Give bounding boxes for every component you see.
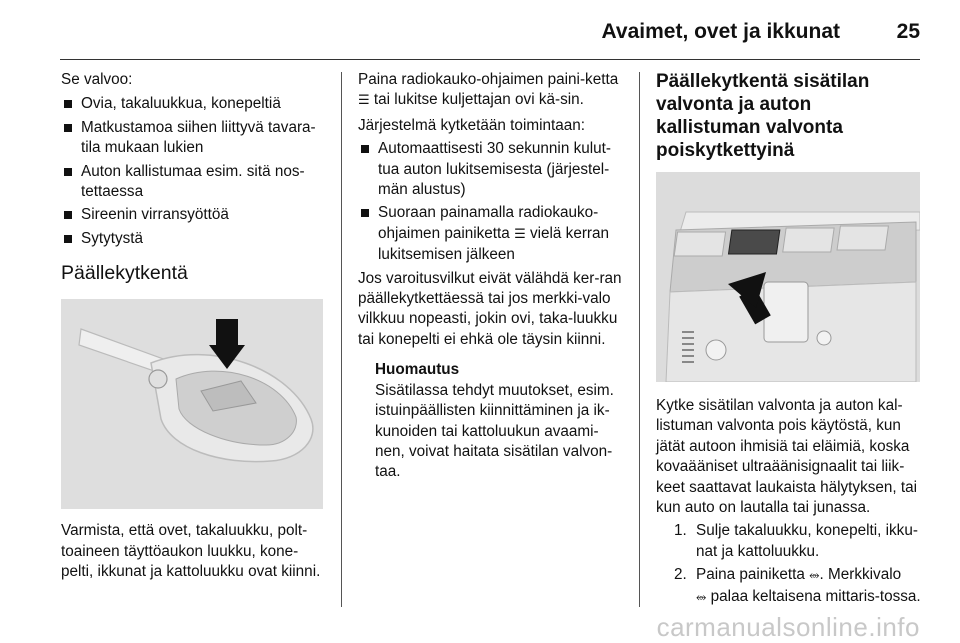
list-item: 1. Sulje takaluukku, konepelti, ikku-nat ja kattoluukku. xyxy=(674,522,918,560)
lock-button-icon: ☰ xyxy=(514,226,526,242)
note-box xyxy=(358,360,626,482)
column-2 xyxy=(358,70,626,483)
list-item: Ovia, takaluukkua, konepeltiä xyxy=(61,94,327,114)
bullet-square-icon xyxy=(361,209,369,217)
watermark: carmanualsonline.info xyxy=(656,612,920,642)
page-title: Avaimet, ovet ja ikkunat xyxy=(601,20,840,43)
column-divider-2 xyxy=(639,72,640,607)
list-item: Automaattisesti 30 sekunnin kulut-tua auton lukitsemisesta (järjestel-män alustus) xyxy=(358,139,626,200)
key-fob-illustration xyxy=(61,299,323,509)
interior-monitoring-indicator-icon: ⥈ xyxy=(696,589,707,605)
lock-button-icon: ☰ xyxy=(358,93,370,109)
section-heading: Päällekytkentä sisätilan valvonta ja auton kallistuman valvonta poiskytkettyinä xyxy=(656,71,870,161)
interior-monitoring-button-icon: ⥈ xyxy=(809,568,820,584)
bullet-square-icon xyxy=(64,168,72,176)
dashboard-switch-illustration xyxy=(656,172,920,382)
note-body: Sisätilassa tehdyt muutokset, esim. istuinpäällisten kiinnittäminen ja ik-kunoiden tai kattoluukun avaami-nen, voivat haitata sisätilan valvon-taa. xyxy=(375,381,614,481)
body-paragraph: Paina radiokauko-ohjaimen paini-ketta ☰ tai lukitse kuljettajan ovi kä-sin. xyxy=(358,70,626,112)
bullet-square-icon xyxy=(361,145,369,153)
column-1 xyxy=(61,70,327,582)
body-paragraph: Varmista, että ovet, takaluukku, polt-toaineen täyttöaukon luukku, kone-pelti, ikkunat ja kattoluukku ovat kiinni. xyxy=(61,522,321,581)
list-item: 2. Paina painiketta ⥈. Merkkivalo ⥈ palaa keltaisena mittaris-tossa. xyxy=(656,565,924,608)
bullet-square-icon xyxy=(64,235,72,243)
header-rule xyxy=(60,59,920,60)
note-title: Huomautus xyxy=(375,361,460,379)
bullet-square-icon xyxy=(64,100,72,108)
column-divider-1 xyxy=(341,72,342,607)
intro-text: Se valvoo: xyxy=(61,71,133,88)
page-header xyxy=(0,0,960,60)
body-paragraph: Järjestelmä kytketään toimintaan: xyxy=(358,116,586,134)
column-3 xyxy=(656,70,924,611)
body-paragraph: Kytke sisätilan valvonta ja auton kal-listuman valvonta pois käytöstä, kun jätät autoon ihmisiä tai eläimiä, koska kovaääniset ultraäänisignaalit tai liik-keet saattavat laukaista hälytyksen, tai kun auto on lautalla tai junassa. xyxy=(656,397,918,517)
list-item: Auton kallistumaa esim. sitä nos-tettaessa xyxy=(61,162,327,203)
key-fob-lock-button-icon xyxy=(61,299,323,509)
interior-monitoring-switch-icon xyxy=(656,172,920,382)
section-heading: Päällekytkentä xyxy=(61,262,188,285)
bullet-square-icon xyxy=(64,211,72,219)
list-item: Matkustamoa siihen liittyvä tavara-tila mukaan lukien xyxy=(61,118,327,159)
list-item: Sytytystä xyxy=(61,229,327,249)
page-number: 25 xyxy=(896,20,920,43)
body-paragraph: Jos varoitusvilkut eivät välähdä ker-ran päällekytkettäessä tai jos merkki-valo vilkkuu nopeasti, jokin ovi, taka-luukku tai konepelti ei ehkä ole täysin kiinni. xyxy=(358,269,622,348)
list-item: Suoraan painamalla radiokauko-ohjaimen painiketta ☰ vielä kerran lukitsemisen jälkeen xyxy=(358,203,626,265)
list-item: Sireenin virransyöttöä xyxy=(61,205,327,225)
bullet-square-icon xyxy=(64,124,72,132)
